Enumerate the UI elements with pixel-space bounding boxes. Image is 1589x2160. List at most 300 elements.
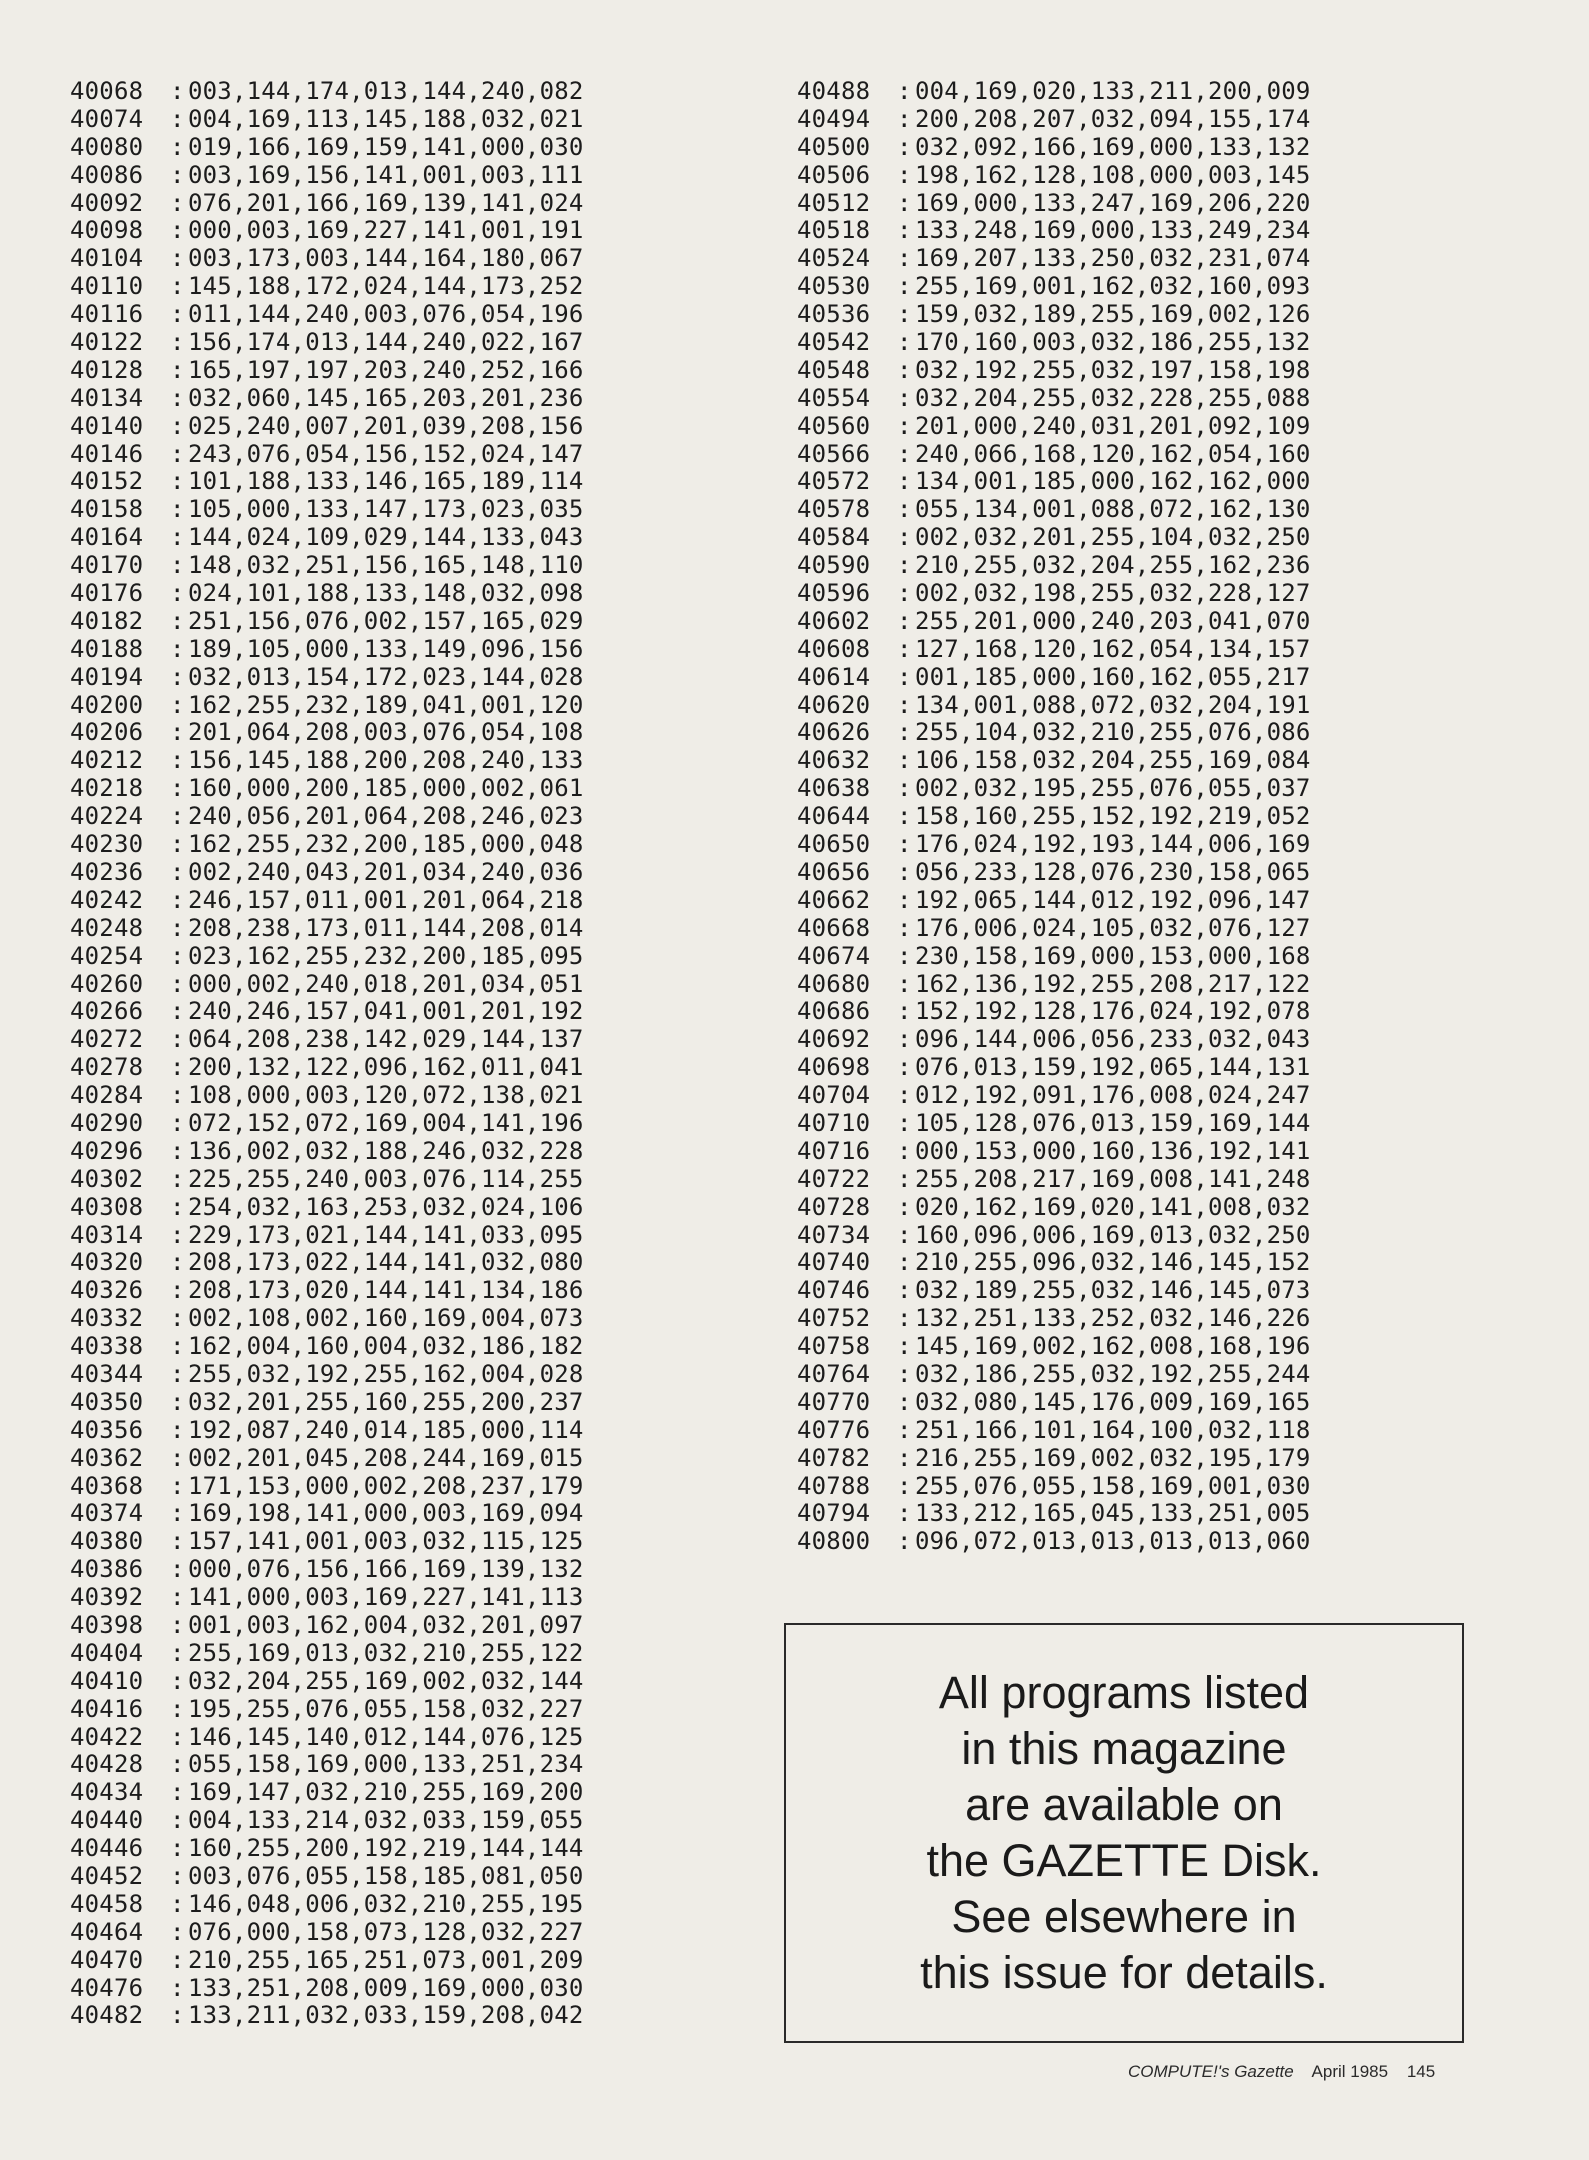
- listing-row: [70, 1947, 584, 1975]
- colon-separator: :: [170, 188, 185, 217]
- listing-row: [70, 385, 584, 413]
- listing-row: [797, 524, 1311, 552]
- listing-row: [70, 273, 584, 301]
- listing-row: [797, 943, 1311, 971]
- notice-line: See elsewhere in: [951, 1891, 1297, 1942]
- line-data: 025,240,007,201,039,208,156: [188, 411, 584, 440]
- listing-row: [70, 2002, 584, 2030]
- colon-separator: :: [170, 272, 185, 301]
- colon-separator: :: [170, 1443, 185, 1472]
- line-address: 40416: [70, 1694, 144, 1723]
- line-address: 40560: [797, 411, 871, 440]
- listing-row: [70, 357, 584, 385]
- listing-row: [70, 636, 584, 664]
- listing-row: [70, 301, 584, 329]
- listing-row: [797, 1417, 1311, 1445]
- publication-name: COMPUTE!'s Gazette: [1128, 2062, 1294, 2081]
- line-address: 40692: [797, 1025, 871, 1054]
- colon-separator: :: [897, 1499, 912, 1528]
- line-address: 40260: [70, 969, 144, 998]
- listing-row: [70, 1138, 584, 1166]
- line-address: 40554: [797, 383, 871, 412]
- listing-row: [797, 357, 1311, 385]
- colon-separator: :: [897, 244, 912, 273]
- line-address: 40212: [70, 746, 144, 775]
- colon-separator: :: [170, 690, 185, 719]
- line-address: 40440: [70, 1806, 144, 1835]
- colon-separator: :: [170, 606, 185, 635]
- colon-separator: :: [170, 1555, 185, 1584]
- line-data: 004,169,020,133,211,200,009: [915, 77, 1311, 105]
- listing-row: [797, 301, 1311, 329]
- colon-separator: :: [897, 690, 912, 719]
- line-address: 40092: [70, 188, 144, 217]
- line-address: 40206: [70, 718, 144, 747]
- colon-separator: :: [170, 1945, 185, 1974]
- colon-separator: :: [170, 411, 185, 440]
- line-address: 40500: [797, 132, 871, 161]
- listing-row: [70, 1305, 584, 1333]
- colon-separator: :: [170, 1806, 185, 1835]
- line-address: 40572: [797, 467, 871, 496]
- colon-separator: :: [170, 1192, 185, 1221]
- listing-row: [70, 887, 584, 915]
- line-data: 002,108,002,160,169,004,073: [188, 1304, 584, 1333]
- line-address: 40410: [70, 1666, 144, 1695]
- line-address: 40224: [70, 802, 144, 831]
- line-address: 40290: [70, 1108, 144, 1137]
- line-address: 40800: [797, 1527, 871, 1556]
- line-address: 40314: [70, 1220, 144, 1249]
- listing-row: [70, 413, 584, 441]
- line-address: 40434: [70, 1778, 144, 1807]
- listing-row: [70, 692, 584, 720]
- listing-row: [70, 1082, 584, 1110]
- listing-row: [797, 719, 1311, 747]
- notice-line: the GAZETTE Disk.: [926, 1835, 1322, 1886]
- listing-row: [70, 1696, 584, 1724]
- line-address: 40518: [797, 216, 871, 245]
- line-data: 023,162,255,232,200,185,095: [188, 941, 584, 970]
- listing-row: [70, 1975, 584, 2003]
- line-address: 40512: [797, 188, 871, 217]
- colon-separator: :: [897, 300, 912, 329]
- colon-separator: :: [897, 328, 912, 357]
- line-address: 40080: [70, 132, 144, 161]
- listing-row: [70, 1249, 584, 1277]
- line-address: 40182: [70, 606, 144, 635]
- line-data: 076,201,166,169,139,141,024: [188, 188, 584, 217]
- line-data: 195,255,076,055,158,032,227: [188, 1694, 584, 1723]
- line-data: 255,208,217,169,008,141,248: [915, 1164, 1311, 1193]
- line-data: 002,032,195,255,076,055,037: [915, 774, 1311, 803]
- line-data: 003,169,156,141,001,003,111: [188, 160, 584, 189]
- line-data: 127,168,120,162,054,134,157: [915, 634, 1311, 663]
- colon-separator: :: [170, 1248, 185, 1277]
- line-address: 40602: [797, 606, 871, 635]
- colon-separator: :: [170, 857, 185, 886]
- line-address: 40794: [797, 1499, 871, 1528]
- line-data: 032,204,255,032,228,255,088: [915, 383, 1311, 412]
- line-address: 40320: [70, 1248, 144, 1277]
- line-address: 40788: [797, 1471, 871, 1500]
- listing-row: [797, 1166, 1311, 1194]
- colon-separator: :: [897, 913, 912, 942]
- line-address: 40296: [70, 1136, 144, 1165]
- listing-row: [797, 329, 1311, 357]
- line-data: 096,144,006,056,233,032,043: [915, 1025, 1311, 1054]
- colon-separator: :: [897, 857, 912, 886]
- listing-row: [70, 1361, 584, 1389]
- colon-separator: :: [897, 1053, 912, 1082]
- line-address: 40548: [797, 355, 871, 384]
- listing-row: [70, 496, 584, 524]
- line-address: 40530: [797, 272, 871, 301]
- listing-row: [70, 1668, 584, 1696]
- listing-row: [70, 1110, 584, 1138]
- line-address: 40632: [797, 746, 871, 775]
- colon-separator: :: [897, 132, 912, 161]
- line-address: 40098: [70, 216, 144, 245]
- line-address: 40566: [797, 439, 871, 468]
- colon-separator: :: [170, 913, 185, 942]
- listing-row: [797, 1333, 1311, 1361]
- line-address: 40158: [70, 495, 144, 524]
- line-address: 40428: [70, 1750, 144, 1779]
- line-address: 40272: [70, 1025, 144, 1054]
- line-data: 255,104,032,210,255,076,086: [915, 718, 1311, 747]
- line-address: 40710: [797, 1108, 871, 1137]
- line-data: 200,208,207,032,094,155,174: [915, 104, 1311, 133]
- line-address: 40506: [797, 160, 871, 189]
- line-data: 225,255,240,003,076,114,255: [188, 1164, 584, 1193]
- line-address: 40404: [70, 1638, 144, 1667]
- line-data: 210,255,096,032,146,145,152: [915, 1248, 1311, 1277]
- listing-row: [70, 915, 584, 943]
- line-address: 40770: [797, 1387, 871, 1416]
- line-data: 101,188,133,146,165,189,114: [188, 467, 584, 496]
- line-address: 40368: [70, 1471, 144, 1500]
- line-data: 136,002,032,188,246,032,228: [188, 1136, 584, 1165]
- line-data: 032,186,255,032,192,255,244: [915, 1359, 1311, 1388]
- line-address: 40128: [70, 355, 144, 384]
- line-data: 011,144,240,003,076,054,196: [188, 300, 584, 329]
- line-address: 40152: [70, 467, 144, 496]
- colon-separator: :: [897, 77, 912, 105]
- line-data: 160,096,006,169,013,032,250: [915, 1220, 1311, 1249]
- line-address: 40476: [70, 1973, 144, 2002]
- colon-separator: :: [170, 216, 185, 245]
- listing-row: [70, 468, 584, 496]
- colon-separator: :: [170, 1304, 185, 1333]
- colon-separator: :: [170, 1778, 185, 1807]
- line-data: 096,072,013,013,013,013,060: [915, 1527, 1311, 1556]
- line-data: 158,160,255,152,192,219,052: [915, 802, 1311, 831]
- line-data: 134,001,185,000,162,162,000: [915, 467, 1311, 496]
- colon-separator: :: [897, 662, 912, 691]
- colon-separator: :: [170, 1722, 185, 1751]
- listing-row: [797, 468, 1311, 496]
- line-address: 40716: [797, 1136, 871, 1165]
- listing-row: [70, 943, 584, 971]
- colon-separator: :: [897, 941, 912, 970]
- line-data: 133,211,032,033,159,208,042: [188, 2001, 584, 2030]
- listing-row: [797, 245, 1311, 273]
- line-data: 133,248,169,000,133,249,234: [915, 216, 1311, 245]
- colon-separator: :: [897, 969, 912, 998]
- listing-row: [797, 78, 1311, 106]
- colon-separator: :: [170, 1638, 185, 1667]
- line-data: 162,136,192,255,208,217,122: [915, 969, 1311, 998]
- line-data: 176,006,024,105,032,076,127: [915, 913, 1311, 942]
- listing-row: [797, 1138, 1311, 1166]
- line-address: 40680: [797, 969, 871, 998]
- listing-row: [70, 1584, 584, 1612]
- line-address: 40482: [70, 2001, 144, 2030]
- line-data: 132,251,133,252,032,146,226: [915, 1304, 1311, 1333]
- colon-separator: :: [897, 718, 912, 747]
- line-data: 133,212,165,045,133,251,005: [915, 1499, 1311, 1528]
- colon-separator: :: [897, 774, 912, 803]
- listing-row: [797, 1054, 1311, 1082]
- colon-separator: :: [170, 1666, 185, 1695]
- listing-row: [70, 1389, 584, 1417]
- listing-row: [797, 1389, 1311, 1417]
- colon-separator: :: [170, 244, 185, 273]
- colon-separator: :: [170, 1220, 185, 1249]
- line-data: 230,158,169,000,153,000,168: [915, 941, 1311, 970]
- listing-row: [797, 1222, 1311, 1250]
- line-data: 208,238,173,011,144,208,014: [188, 913, 584, 942]
- listing-row: [70, 524, 584, 552]
- colon-separator: :: [170, 77, 185, 105]
- listing-row: [797, 887, 1311, 915]
- line-data: 216,255,169,002,032,195,179: [915, 1443, 1311, 1472]
- colon-separator: :: [897, 1164, 912, 1193]
- colon-separator: :: [897, 606, 912, 635]
- listing-row: [797, 1249, 1311, 1277]
- line-address: 40668: [797, 913, 871, 942]
- line-data: 145,188,172,024,144,173,252: [188, 272, 584, 301]
- line-data: 032,080,145,176,009,169,165: [915, 1387, 1311, 1416]
- line-data: 159,032,189,255,169,002,126: [915, 300, 1311, 329]
- colon-separator: :: [170, 1025, 185, 1054]
- listing-row: [797, 134, 1311, 162]
- line-data: 156,145,188,200,208,240,133: [188, 746, 584, 775]
- line-data: 198,162,128,108,000,003,145: [915, 160, 1311, 189]
- line-address: 40200: [70, 690, 144, 719]
- line-data: 255,076,055,158,169,001,030: [915, 1471, 1311, 1500]
- line-address: 40656: [797, 857, 871, 886]
- listing-row: [797, 1082, 1311, 1110]
- line-data: 169,000,133,247,169,206,220: [915, 188, 1311, 217]
- line-address: 40536: [797, 300, 871, 329]
- line-data: 000,153,000,160,136,192,141: [915, 1136, 1311, 1165]
- listing-row: [70, 1026, 584, 1054]
- listing-row: [797, 664, 1311, 692]
- listing-row: [70, 1751, 584, 1779]
- colon-separator: :: [170, 1917, 185, 1946]
- line-data: 002,201,045,208,244,169,015: [188, 1443, 584, 1472]
- colon-separator: :: [170, 1862, 185, 1890]
- line-address: 40638: [797, 774, 871, 803]
- colon-separator: :: [170, 495, 185, 524]
- line-data: 208,173,022,144,141,032,080: [188, 1248, 584, 1277]
- line-address: 40734: [797, 1220, 871, 1249]
- notice-line: this issue for details.: [920, 1947, 1328, 1998]
- line-data: 192,087,240,014,185,000,114: [188, 1415, 584, 1444]
- colon-separator: :: [170, 1164, 185, 1193]
- colon-separator: :: [170, 1499, 185, 1528]
- colon-separator: :: [897, 1387, 912, 1416]
- colon-separator: :: [170, 104, 185, 133]
- line-data: 000,003,169,227,141,001,191: [188, 216, 584, 245]
- line-data: 032,204,255,169,002,032,144: [188, 1666, 584, 1695]
- listing-row: [797, 831, 1311, 859]
- listing-row: [797, 803, 1311, 831]
- colon-separator: :: [897, 439, 912, 468]
- listing-row: [70, 1891, 584, 1919]
- colon-separator: :: [170, 802, 185, 831]
- line-data: 012,192,091,176,008,024,247: [915, 1081, 1311, 1110]
- listing-row: [70, 580, 584, 608]
- line-data: 000,002,240,018,201,034,051: [188, 969, 584, 998]
- colon-separator: :: [897, 104, 912, 133]
- line-address: 40164: [70, 523, 144, 552]
- line-data: 032,189,255,032,146,145,073: [915, 1276, 1311, 1305]
- listing-row: [70, 329, 584, 357]
- line-address: 40350: [70, 1387, 144, 1416]
- line-data: 003,173,003,144,164,180,067: [188, 244, 584, 273]
- listing-row: [70, 1500, 584, 1528]
- line-address: 40446: [70, 1834, 144, 1863]
- line-data: 072,152,072,169,004,141,196: [188, 1108, 584, 1137]
- line-address: 40764: [797, 1359, 871, 1388]
- notice-line: are available on: [965, 1779, 1283, 1830]
- listing-row: [70, 1333, 584, 1361]
- colon-separator: :: [897, 1136, 912, 1165]
- colon-separator: :: [170, 523, 185, 552]
- line-data: 240,246,157,041,001,201,192: [188, 997, 584, 1026]
- line-address: 40524: [797, 244, 871, 273]
- listing-row: [70, 1863, 584, 1891]
- colon-separator: :: [170, 1527, 185, 1556]
- line-data: 032,013,154,172,023,144,028: [188, 662, 584, 691]
- listing-row: [70, 719, 584, 747]
- listing-row: [70, 1919, 584, 1947]
- colon-separator: :: [170, 467, 185, 496]
- line-data: 134,001,088,072,032,204,191: [915, 690, 1311, 719]
- listing-row: [70, 1277, 584, 1305]
- line-data: 162,255,232,200,185,000,048: [188, 830, 584, 859]
- colon-separator: :: [170, 1834, 185, 1863]
- colon-separator: :: [170, 1415, 185, 1444]
- colon-separator: :: [897, 1471, 912, 1500]
- line-address: 40746: [797, 1276, 871, 1305]
- line-address: 40704: [797, 1081, 871, 1110]
- listing-row: [70, 1556, 584, 1584]
- listing-row: [797, 106, 1311, 134]
- listing-row: [70, 747, 584, 775]
- colon-separator: :: [170, 383, 185, 412]
- colon-separator: :: [897, 1081, 912, 1110]
- colon-separator: :: [897, 272, 912, 301]
- line-data: 201,000,240,031,201,092,109: [915, 411, 1311, 440]
- colon-separator: :: [170, 1108, 185, 1137]
- line-data: 146,048,006,032,210,255,195: [188, 1889, 584, 1918]
- line-data: 254,032,163,253,032,024,106: [188, 1192, 584, 1221]
- colon-separator: :: [897, 1025, 912, 1054]
- line-address: 40104: [70, 244, 144, 273]
- line-data: 169,207,133,250,032,231,074: [915, 244, 1311, 273]
- line-address: 40686: [797, 997, 871, 1026]
- listing-row: [797, 162, 1311, 190]
- listing-row: [797, 1305, 1311, 1333]
- colon-separator: :: [170, 969, 185, 998]
- line-data: 251,166,101,164,100,032,118: [915, 1415, 1311, 1444]
- colon-separator: :: [170, 1889, 185, 1918]
- listing-row: [797, 1473, 1311, 1501]
- colon-separator: :: [897, 1276, 912, 1305]
- colon-separator: :: [170, 830, 185, 859]
- colon-separator: :: [170, 2001, 185, 2030]
- colon-separator: :: [897, 579, 912, 608]
- line-address: 40230: [70, 830, 144, 859]
- listing-row: [797, 552, 1311, 580]
- line-data: 001,003,162,004,032,201,097: [188, 1610, 584, 1639]
- line-data: 004,169,113,145,188,032,021: [188, 104, 584, 133]
- line-data: 192,065,144,012,192,096,147: [915, 885, 1311, 914]
- listing-row: [70, 1807, 584, 1835]
- listing-row: [70, 1417, 584, 1445]
- line-address: 40170: [70, 551, 144, 580]
- line-address: 40122: [70, 328, 144, 357]
- line-address: 40782: [797, 1443, 871, 1472]
- line-data: 170,160,003,032,186,255,132: [915, 328, 1311, 357]
- colon-separator: :: [170, 1053, 185, 1082]
- line-data: 229,173,021,144,141,033,095: [188, 1220, 584, 1249]
- line-data: 251,156,076,002,157,165,029: [188, 606, 584, 635]
- disk-availability-notice: [784, 1623, 1464, 2043]
- line-data: 105,000,133,147,173,023,035: [188, 495, 584, 524]
- colon-separator: :: [170, 997, 185, 1026]
- listing-column-right: [797, 78, 1311, 1556]
- listing-column-left: [70, 78, 584, 2030]
- line-data: 165,197,197,203,240,252,166: [188, 355, 584, 384]
- line-address: 40578: [797, 495, 871, 524]
- line-address: 40386: [70, 1555, 144, 1584]
- colon-separator: :: [170, 328, 185, 357]
- line-address: 40326: [70, 1276, 144, 1305]
- line-data: 240,066,168,120,162,054,160: [915, 439, 1311, 468]
- line-address: 40620: [797, 690, 871, 719]
- listing-row: [70, 162, 584, 190]
- colon-separator: :: [170, 1387, 185, 1416]
- line-data: 145,169,002,162,008,168,196: [915, 1332, 1311, 1361]
- line-data: 032,201,255,160,255,200,237: [188, 1387, 584, 1416]
- colon-separator: :: [897, 355, 912, 384]
- listing-row: [70, 1640, 584, 1668]
- colon-separator: :: [170, 634, 185, 663]
- listing-row: [797, 775, 1311, 803]
- line-data: 056,233,128,076,230,158,065: [915, 857, 1311, 886]
- notice-line: in this magazine: [961, 1723, 1287, 1774]
- line-data: 055,134,001,088,072,162,130: [915, 495, 1311, 524]
- line-address: 40584: [797, 523, 871, 552]
- colon-separator: :: [170, 1750, 185, 1779]
- line-data: 255,201,000,240,203,041,070: [915, 606, 1311, 635]
- line-data: 055,158,169,000,133,251,234: [188, 1750, 584, 1779]
